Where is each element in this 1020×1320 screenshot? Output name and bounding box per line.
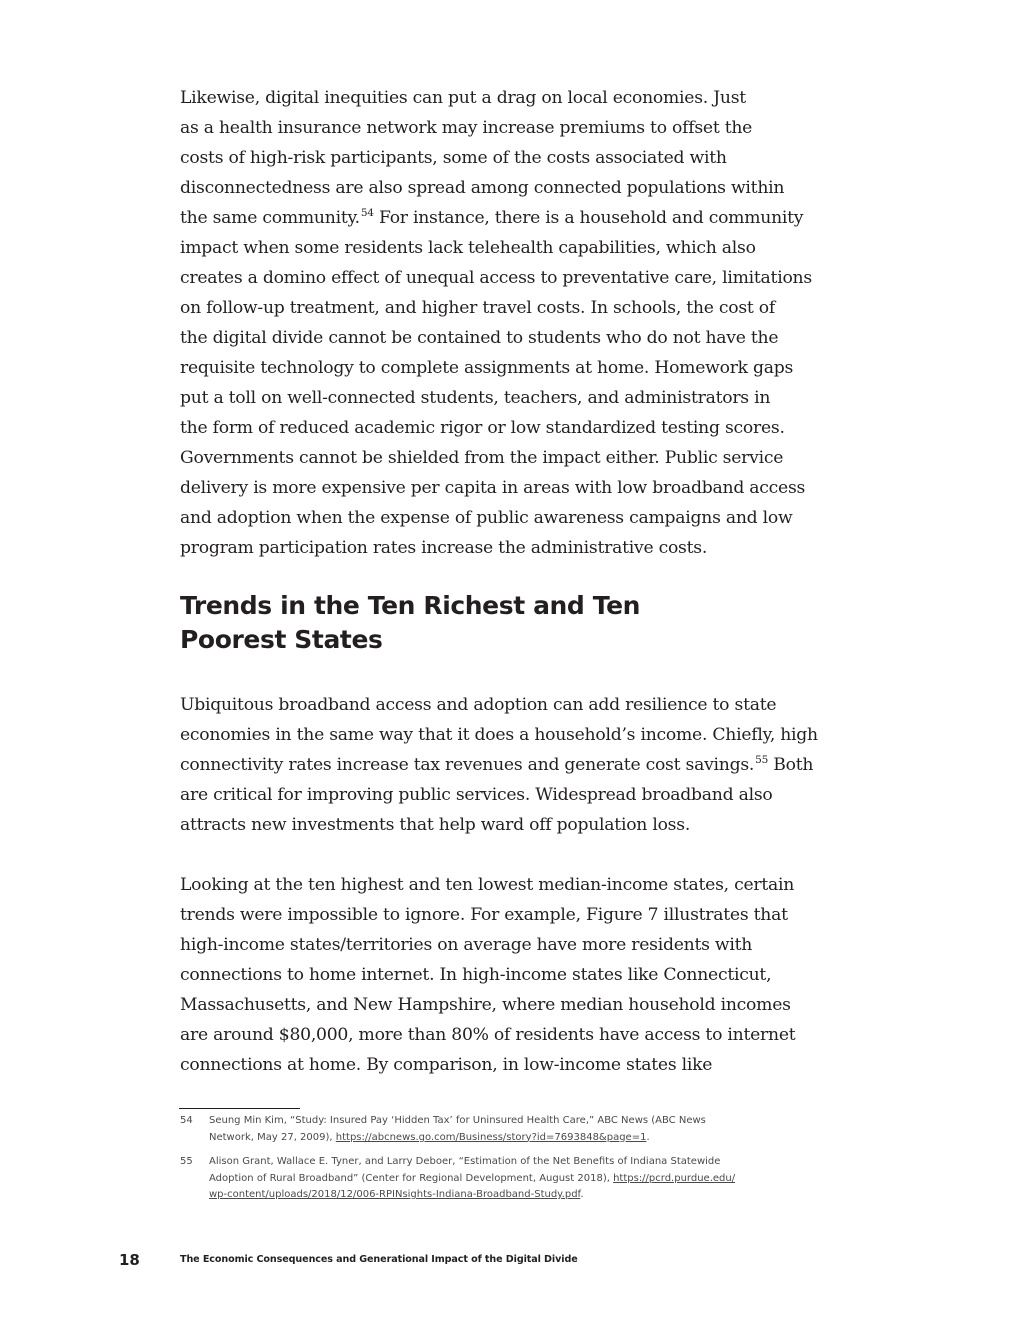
- text-line: program participation rates increase the administrative costs.: [180, 538, 708, 558]
- text-line: Ubiquitous broadband access and adoption can add resilience to state: [180, 695, 777, 715]
- text-segment: the same community.: [180, 208, 360, 228]
- footnote-line: Seung Min Kim, “Study: Insured Pay ‘Hidden Tax’ for Uninsured Health Care,” ABC News (ABC News: [209, 1115, 706, 1126]
- footnote-line: [209, 1187, 789, 1204]
- footnote-number: 54: [180, 1115, 193, 1126]
- text-segment: For instance, there is a household and community: [373, 208, 804, 228]
- text-line: economies in the same way that it does a household’s income. Chiefly, high: [180, 725, 818, 745]
- text-line: creates a domino effect of unequal access to preventative care, limitations: [180, 268, 812, 288]
- text-line: Massachusetts, and New Hampshire, where median household incomes: [180, 995, 791, 1015]
- footnote-line: [209, 1130, 789, 1147]
- heading-line: Trends in the Ten Richest and Ten: [180, 591, 641, 620]
- footnote-link[interactable]: https://abcnews.go.com/Business/story?id=7693848&page=1: [335, 1131, 647, 1143]
- text-line: costs of high-risk participants, some of the costs associated with: [180, 148, 727, 168]
- footnote-line: Alison Grant, Wallace E. Tyner, and Larry Deboer, “Estimation of the Net Benefits of Indiana Statewide: [209, 1156, 721, 1167]
- body-paragraph-1: [180, 83, 812, 563]
- footnote-line: [209, 1171, 789, 1188]
- running-footer-title: The Economic Consequences and Generational Impact of the Digital Divide: [180, 1254, 578, 1265]
- text-line: [180, 750, 814, 780]
- text-line: are around $80,000, more than 80% of residents have access to internet: [180, 1025, 796, 1045]
- text-line: and adoption when the expense of public awareness campaigns and low: [180, 508, 793, 528]
- text-line: delivery is more expensive per capita in areas with low broadband access: [180, 478, 806, 498]
- text-line: Governments cannot be shielded from the impact either. Public service: [180, 448, 784, 468]
- text-line: high-income states/territories on average have more residents with: [180, 935, 753, 955]
- text-line: attracts new investments that help ward off population loss.: [180, 815, 691, 835]
- footnote-segment: .: [580, 1189, 584, 1200]
- body-paragraph-2: [180, 690, 818, 840]
- heading-line: Poorest States: [180, 625, 383, 654]
- footnote-reference-55[interactable]: 55: [755, 754, 769, 766]
- footnote-link[interactable]: https://pcrd.purdue.edu/: [613, 1172, 736, 1184]
- footnote-link[interactable]: wp-content/uploads/2018/12/006-RPINsights-Indiana-Broadband-Study.pdf: [209, 1189, 581, 1200]
- text-line: disconnectedness are also spread among connected populations within: [180, 178, 785, 198]
- text-line: as a health insurance network may increase premiums to offset the: [180, 118, 753, 138]
- footnote-segment: Network, May 27, 2009),: [209, 1131, 336, 1143]
- footnote-segment: Adoption of Rural Broadband” (Center for Regional Development, August 2018),: [209, 1172, 614, 1184]
- text-line: the digital divide cannot be contained to students who do not have the: [180, 328, 779, 348]
- section-heading: [180, 589, 800, 657]
- footnote-text: [209, 1154, 789, 1204]
- text-line: requisite technology to complete assignments at home. Homework gaps: [180, 358, 794, 378]
- text-line: Looking at the ten highest and ten lowest median-income states, certain: [180, 875, 795, 895]
- text-line: connections at home. By comparison, in low-income states like: [180, 1055, 713, 1075]
- text-line: are critical for improving public services. Widespread broadband also: [180, 785, 773, 805]
- footnote-divider: [179, 1108, 300, 1109]
- text-line: impact when some residents lack telehealth capabilities, which also: [180, 238, 756, 258]
- footnote-number: 55: [180, 1156, 193, 1167]
- text-line: the form of reduced academic rigor or low standardized testing scores.: [180, 418, 785, 438]
- text-line: connections to home internet. In high-income states like Connecticut,: [180, 965, 772, 985]
- footnote-text: [209, 1113, 789, 1146]
- text-line: trends were impossible to ignore. For example, Figure 7 illustrates that: [180, 905, 788, 925]
- page-number: 18: [119, 1251, 140, 1269]
- footnote-segment: .: [646, 1131, 650, 1143]
- body-paragraph-3: [180, 870, 796, 1080]
- text-line: on follow-up treatment, and higher travel costs. In schools, the cost of: [180, 298, 776, 318]
- text-segment: Both: [768, 755, 814, 775]
- footnote-reference-54[interactable]: 54: [360, 207, 374, 219]
- text-line: put a toll on well-connected students, teachers, and administrators in: [180, 388, 771, 408]
- text-line: Likewise, digital inequities can put a drag on local economies. Just: [180, 88, 746, 108]
- text-segment: connectivity rates increase tax revenues and generate cost savings.: [180, 755, 755, 775]
- text-line: [180, 203, 804, 233]
